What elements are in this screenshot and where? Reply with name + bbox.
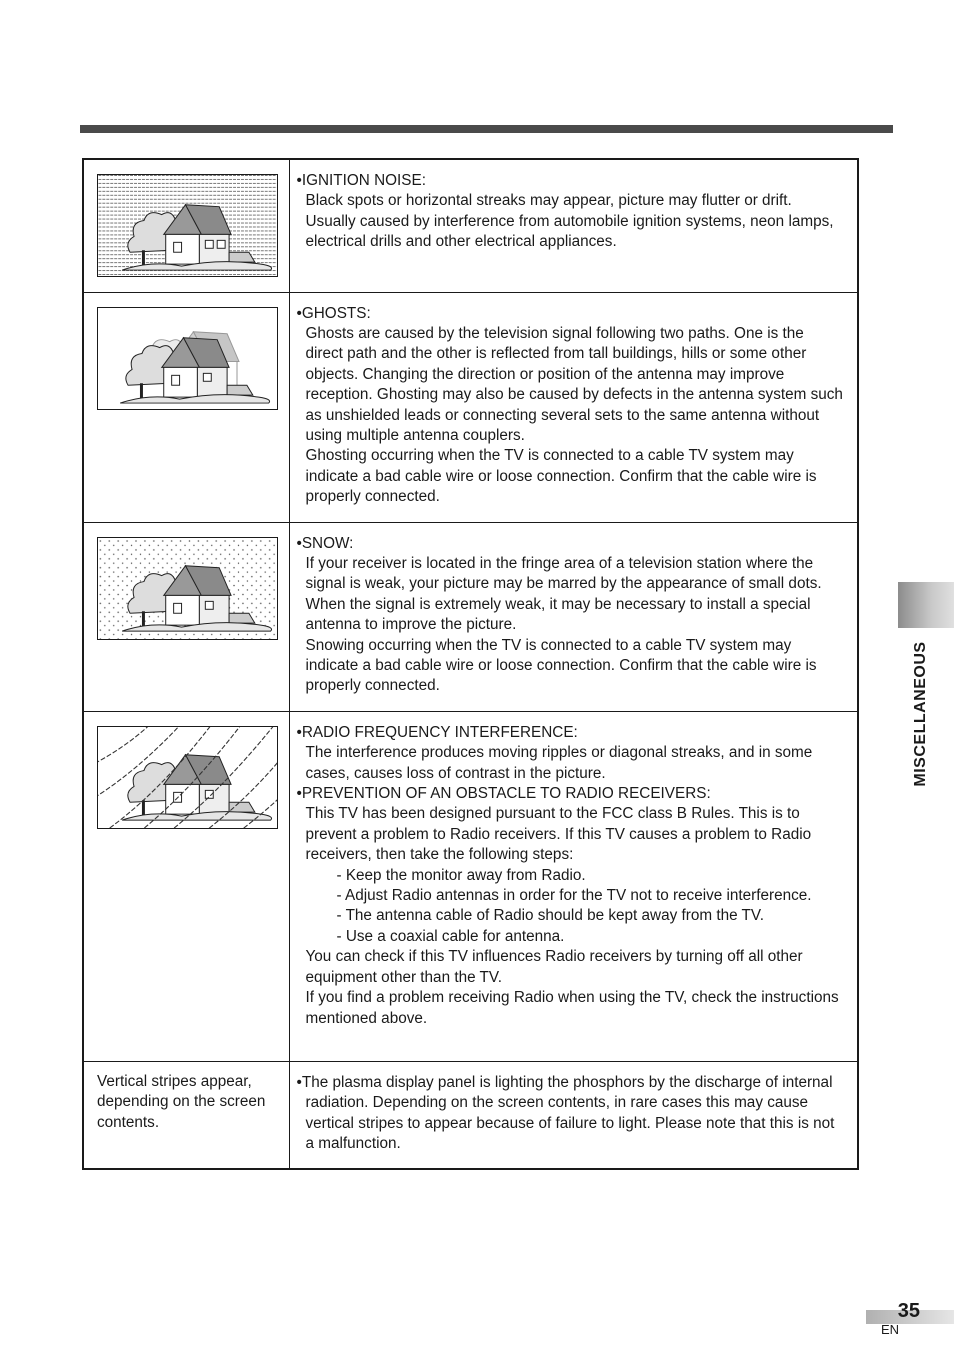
- ghosts-text: Ghosts are caused by the television signal following two paths. One is the direct path and the other is reflected from tall buildings, hills or some other objects. Changing the direction or position of the antenna may improve reception. Ghosting may also be caused by defects in the antenna system such as unshielded leads or connecting several sets to the same antenna without using multiple antenna couplers.: [305, 324, 843, 444]
- snow-title: •SNOW:: [296, 534, 354, 552]
- ghosts-title: •GHOSTS:: [296, 304, 371, 322]
- page-number: 35: [897, 1300, 920, 1322]
- side-tab-marker: [898, 582, 954, 628]
- ignition-noise-title: •IGNITION NOISE:: [296, 172, 426, 189]
- list-item: - Use a coaxial cable for antenna.: [336, 927, 565, 945]
- table-row: [83, 292, 858, 522]
- house-ghosts-image: [97, 307, 278, 410]
- description-cell: [289, 1061, 858, 1169]
- language-code: EN: [881, 1322, 900, 1337]
- description-cell: [289, 292, 858, 522]
- header-rule: [80, 125, 893, 133]
- list-item: - Keep the monitor away from Radio.: [336, 866, 586, 884]
- description-cell: [289, 522, 858, 711]
- radio-prevention-title: •PREVENTION OF AN OBSTACLE TO RADIO RECEIVERS:: [296, 785, 711, 803]
- image-cell: [83, 292, 289, 522]
- table-row: [83, 711, 858, 1061]
- ghosts-text: Ghosting occurring when the TV is connected to a cable TV system may indicate a bad cable wire or loose connection. Confirm that the cable wire is properly connected.: [305, 447, 817, 506]
- section-side-label: [899, 630, 943, 800]
- house-radio-interference-image: [97, 726, 278, 829]
- table-row: [83, 159, 858, 292]
- list-item: - The antenna cable of Radio should be kept away from the TV.: [336, 907, 764, 925]
- radio-prevention-text: This TV has been designed pursuant to the FCC class B Rules. This is to prevent a problem to Radio receivers. If this TV causes a problem to Radio receivers, then take the following steps:: [305, 805, 812, 864]
- image-cell: [83, 159, 289, 292]
- description-cell: [289, 711, 858, 1061]
- image-cell: [83, 711, 289, 1061]
- snow-text: If your receiver is located in the fringe area of a television station where the signal is weak, your picture may be marred by the appearance of small dots. When the signal is extremely weak, it may be necessary to install a special antenna to improve the picture.: [305, 554, 822, 634]
- ignition-noise-text: Usually caused by interference from automobile ignition systems, neon lamps, electrical drills and other electrical appliances.: [305, 212, 834, 251]
- table-row: [83, 522, 858, 711]
- snow-text: Snowing occurring when the TV is connected to a cable TV system may indicate a bad cable wire or loose connection. Confirm that the cable wire is properly connected.: [305, 636, 817, 695]
- vertical-stripes-text: •The plasma display panel is lighting the phosphors by the discharge of internal radiation. Depending on the screen contents, in rare cases this may cause vertical stripes to appear because of failure to light. Please note that this is not a malfunction.: [296, 1073, 835, 1153]
- radio-check-text: You can check if this TV influences Radio receivers by turning off all other equipment other than the TV.: [305, 948, 803, 986]
- symptom-cell: [83, 1061, 289, 1169]
- table-row: [83, 1061, 858, 1169]
- description-cell: [289, 159, 858, 292]
- vertical-stripes-symptom: Vertical stripes appear, depending on the screen contents.: [97, 1072, 266, 1131]
- rf-interference-text: The interference produces moving ripples or diagonal streaks, and in some cases, causes loss of contrast in the picture.: [305, 744, 813, 782]
- ignition-noise-text: Black spots or horizontal streaks may appear, picture may flutter or drift.: [305, 192, 792, 210]
- rf-interference-title: •RADIO FREQUENCY INTERFERENCE:: [296, 723, 578, 741]
- list-item: - Adjust Radio antennas in order for the TV not to receive interference.: [336, 887, 812, 905]
- house-ignition-noise-image: [97, 174, 278, 277]
- image-cell: [83, 522, 289, 711]
- house-snow-image: [97, 537, 278, 640]
- troubleshooting-table: [82, 158, 859, 1170]
- radio-check-text: If you find a problem receiving Radio when using the TV, check the instructions mentioned above.: [305, 989, 839, 1027]
- section-side-label-text: MISCELLANEOUS: [912, 641, 929, 787]
